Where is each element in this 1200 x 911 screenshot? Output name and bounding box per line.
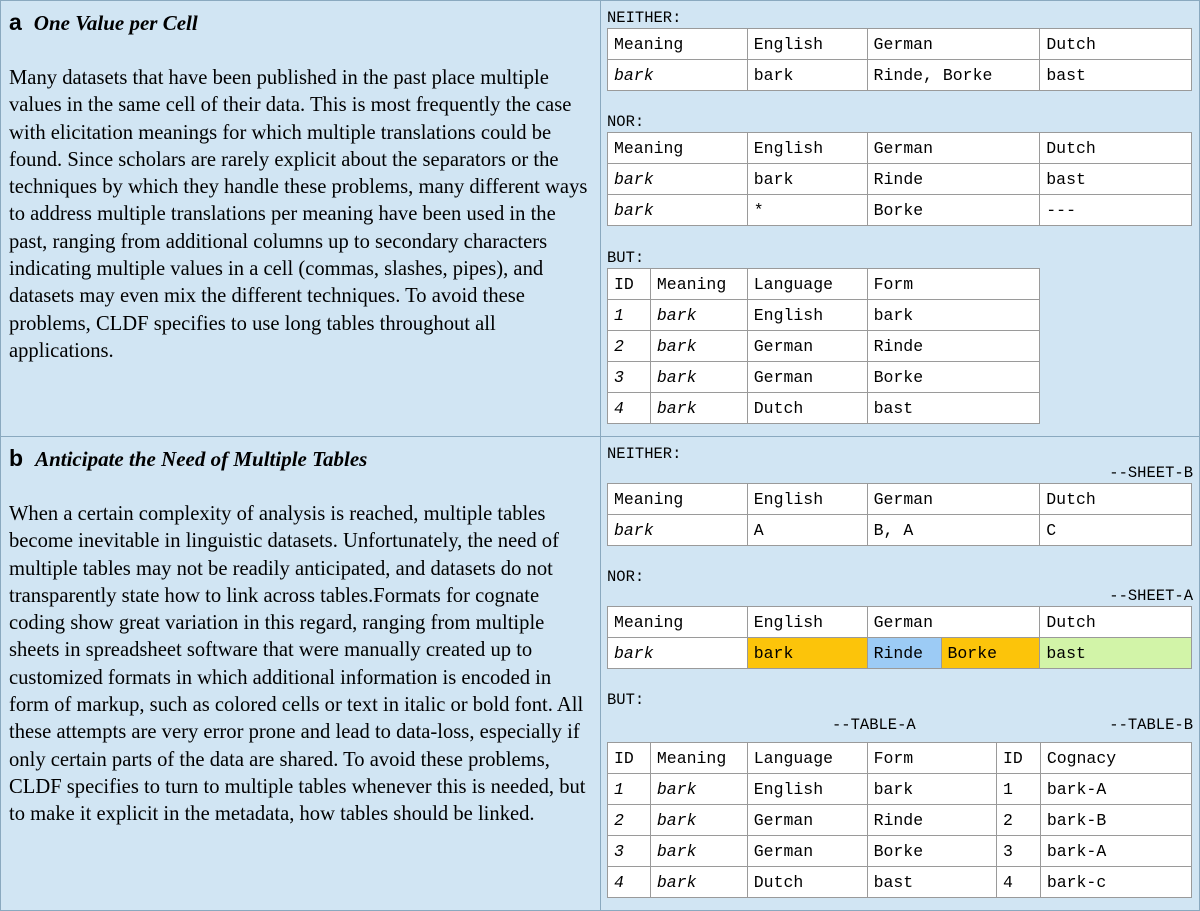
table-cell: bark: [747, 60, 867, 91]
table-cell: bark: [867, 300, 1039, 331]
header-cell: Language: [747, 269, 867, 300]
table-row: [997, 805, 1192, 836]
table-cell: bast: [1040, 60, 1192, 91]
table-cell: 3: [608, 362, 651, 393]
table-cell: bast: [1040, 164, 1192, 195]
row-divider: [1, 436, 1199, 437]
table-header-row: [608, 484, 1192, 515]
panel-a-body-text: Many datasets that have been published in the past place multiple values in the same cell of their data. This is most frequently the case with elicitation meanings for which multiple translations could be found. Since scholars are rarely explicit about the separators or the techniques by which they handle these problems, many different ways to address multiple translations per meaning have been used in the past, ranging from additional columns up to secondary characters indicating multiple values in a cell (commas, slashes, pipes), and datasets may even mix the different techniques. To avoid these problems, CLDF specifies to use long tables throughout all applications.: [9, 67, 588, 362]
table-cell: bark: [608, 515, 748, 546]
table-cell: bast: [867, 393, 1039, 424]
table-cell: bark: [608, 638, 748, 669]
header-cell: Dutch: [1040, 607, 1192, 638]
header-cell: Form: [867, 269, 1039, 300]
panel-a-nor-table: [607, 132, 1192, 226]
header-cell: German: [867, 29, 1040, 60]
table-row: [608, 362, 1040, 393]
header-cell: Form: [867, 743, 1039, 774]
table-cell: bark: [747, 164, 867, 195]
table-row: [608, 805, 1040, 836]
table-cell: German: [747, 836, 867, 867]
panel-b-nor-label: NOR:: [607, 568, 645, 586]
header-cell: Meaning: [650, 269, 747, 300]
table-cell: bark: [608, 164, 748, 195]
table-cell: A: [747, 515, 867, 546]
table-header-row: [997, 743, 1192, 774]
table-cell: Rinde, Borke: [867, 60, 1040, 91]
header-cell: English: [747, 607, 867, 638]
table-cell: bark: [608, 195, 748, 226]
table-cell: bark: [650, 362, 747, 393]
table-cell: English: [747, 300, 867, 331]
table-cell: Dutch: [747, 393, 867, 424]
panel-a-neither-table: [607, 28, 1192, 91]
table-cell: 4: [608, 393, 651, 424]
table-row: [608, 60, 1192, 91]
panel-a-heading: One Value per Cell: [33, 11, 198, 35]
table-cell: Rinde: [867, 805, 1039, 836]
table-cell: ---: [1040, 195, 1192, 226]
header-cell: Meaning: [608, 133, 748, 164]
header-cell: English: [747, 29, 867, 60]
table-cell: Borke: [867, 195, 1040, 226]
header-cell: ID: [608, 269, 651, 300]
table-row: [608, 331, 1040, 362]
table-cell: 3: [997, 836, 1041, 867]
panel-b-neither-table: [607, 483, 1192, 546]
table-header-row: [608, 133, 1192, 164]
table-row: [608, 515, 1192, 546]
panel-a-but-table: [607, 268, 1040, 424]
panel-b-nor-table: [607, 606, 1192, 669]
table-cell: English: [747, 774, 867, 805]
table-cell: *: [747, 195, 867, 226]
table-row: [608, 393, 1040, 424]
panel-a-but-label: BUT:: [607, 249, 645, 267]
header-cell: ID: [608, 743, 651, 774]
table-row: [997, 774, 1192, 805]
table-cell: German: [747, 362, 867, 393]
table-row: [608, 774, 1040, 805]
table-cell: bark: [650, 331, 747, 362]
table-cell: bark-c: [1040, 867, 1191, 898]
panel-b-table-a: [607, 742, 1040, 898]
panel-b-heading: Anticipate the Need of Multiple Tables: [35, 447, 368, 471]
sheet-a-label: --SHEET-A: [1109, 587, 1193, 605]
table-cell: 2: [608, 805, 651, 836]
table-header-row: [608, 607, 1192, 638]
table-header-row: [608, 29, 1192, 60]
header-cell: German: [867, 607, 1040, 638]
panel-b-body-text: When a certain complexity of analysis is reached, multiple tables become inevitable in linguistic datasets. Unfortunately, the need of multiple tables may not be readily anticipated, and datasets do not transparently state how to link across tables.Formats for cognate coding show great variation in this regard, ranging from multiple sheets in spreadsheet software that were manually created up to customized formats in which additional information is encoded in form of markup, such as colored cells or text in italic or bold font. All these attempts are very error prone and lead to data-loss, especially if only certain parts of the data are shared. To avoid these problems, CLDF specifies to turn to multiple tables whenever this is needed, but to make it explicit in the metadata, how tables should be linked.: [9, 503, 586, 826]
table-cell: 2: [608, 331, 651, 362]
table-cell: 3: [608, 836, 651, 867]
header-cell: Meaning: [650, 743, 747, 774]
table-cell: bark-B: [1040, 805, 1191, 836]
table-cell: bark: [608, 60, 748, 91]
colored-cell-blue: Rinde: [867, 638, 941, 669]
header-cell: Language: [747, 743, 867, 774]
table-row: [608, 836, 1040, 867]
table-cell: German: [747, 805, 867, 836]
header-cell: ID: [997, 743, 1041, 774]
table-cell: 1: [997, 774, 1041, 805]
table-cell: 2: [997, 805, 1041, 836]
table-row: [608, 164, 1192, 195]
table-cell: bark: [867, 774, 1039, 805]
table-cell: bark-A: [1040, 836, 1191, 867]
table-row: [608, 300, 1040, 331]
table-a-label: --TABLE-A: [832, 716, 916, 734]
table-row: [608, 195, 1192, 226]
table-cell: 1: [608, 774, 651, 805]
table-cell: C: [1040, 515, 1192, 546]
header-cell: Cognacy: [1040, 743, 1191, 774]
table-cell: bark: [650, 393, 747, 424]
panel-a-letter: a: [9, 9, 22, 35]
header-cell: Dutch: [1040, 484, 1192, 515]
table-cell: Borke: [867, 362, 1039, 393]
column-divider: [600, 1, 601, 910]
header-cell: Dutch: [1040, 29, 1192, 60]
table-row: [997, 867, 1192, 898]
table-row: [608, 867, 1040, 898]
table-cell: bark: [650, 836, 747, 867]
header-cell: Meaning: [608, 484, 748, 515]
table-cell: bark: [650, 300, 747, 331]
colored-cell-orange: bark: [747, 638, 867, 669]
table-cell: Dutch: [747, 867, 867, 898]
table-cell: bark: [650, 867, 747, 898]
panel-b-but-label: BUT:: [607, 691, 645, 709]
table-row: [608, 638, 1192, 669]
table-cell: bark: [650, 774, 747, 805]
header-cell: English: [747, 133, 867, 164]
table-cell: bark-A: [1040, 774, 1191, 805]
table-cell: bast: [867, 867, 1039, 898]
table-cell: Rinde: [867, 331, 1039, 362]
table-b-label: --TABLE-B: [1109, 716, 1193, 734]
colored-cell-green: bast: [1040, 638, 1192, 669]
panel-a-nor-label: NOR:: [607, 113, 645, 131]
table-row: [997, 836, 1192, 867]
header-cell: German: [867, 133, 1040, 164]
header-cell: German: [867, 484, 1040, 515]
table-cell: B, A: [867, 515, 1040, 546]
table-cell: German: [747, 331, 867, 362]
panel-b-table-b: [996, 742, 1192, 898]
sheet-b-label: --SHEET-B: [1109, 464, 1193, 482]
table-cell: 1: [608, 300, 651, 331]
table-cell: Rinde: [867, 164, 1040, 195]
panel-a-title: [9, 9, 198, 36]
table-cell: 4: [608, 867, 651, 898]
table-header-row: [608, 269, 1040, 300]
panel-b-neither-label: NEITHER:: [607, 445, 682, 463]
header-cell: Dutch: [1040, 133, 1192, 164]
header-cell: Meaning: [608, 29, 748, 60]
table-cell: bark: [650, 805, 747, 836]
header-cell: English: [747, 484, 867, 515]
panel-b-letter: b: [9, 445, 24, 471]
colored-cell-orange: Borke: [941, 638, 1040, 669]
panel-a-neither-label: NEITHER:: [607, 9, 682, 27]
header-cell: Meaning: [608, 607, 748, 638]
table-cell: 4: [997, 867, 1041, 898]
table-cell: Borke: [867, 836, 1039, 867]
panel-b-title: [9, 445, 367, 472]
table-header-row: [608, 743, 1040, 774]
